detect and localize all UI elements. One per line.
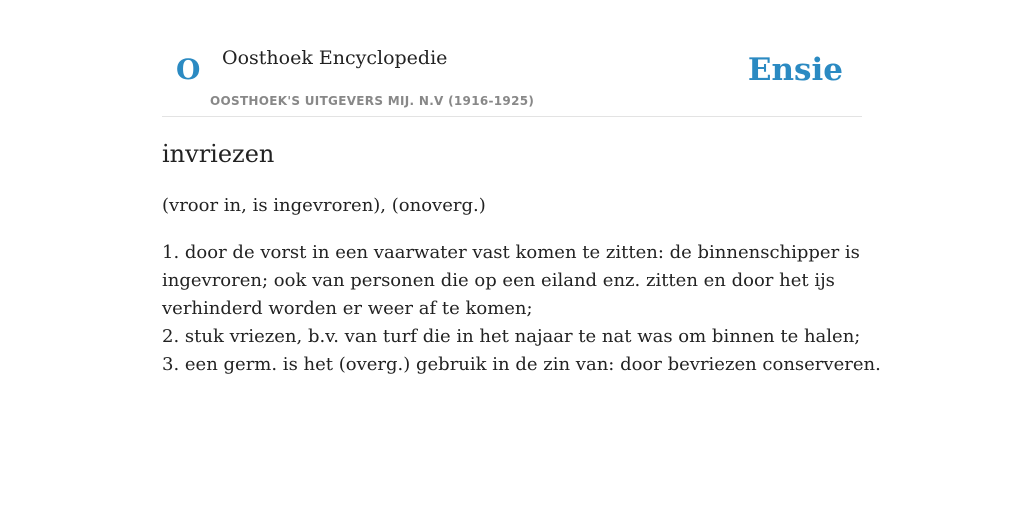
entry-grammar: (vroor in, is ingevroren), (onoverg.) xyxy=(162,195,486,216)
source-header xyxy=(162,0,862,117)
entry-definitions xyxy=(162,239,881,379)
definition-line: verhinderd worden er weer af te komen; xyxy=(162,298,533,319)
entry-headword: invriezen xyxy=(162,140,275,168)
definition-line: 1. door de vorst in een vaarwater vast komen te zitten: de binnenschipper is xyxy=(162,242,860,263)
source-title[interactable]: Oosthoek Encyclopedie xyxy=(222,47,448,69)
page xyxy=(162,0,881,512)
definition-line: 2. stuk vriezen, b.v. van turf die in het najaar te nat was om binnen te halen; xyxy=(162,326,861,347)
brand-logo-link[interactable]: Ensie xyxy=(747,52,843,88)
source-logo[interactable]: O xyxy=(176,53,201,86)
source-publisher: OOSTHOEK'S UITGEVERS MIJ. N.V (1916-1925) xyxy=(210,94,535,108)
definition-line: 3. een germ. is het (overg.) gebruik in de zin van: door bevriezen conserveren. xyxy=(162,354,881,375)
definition-line: ingevroren; ook van personen die op een eiland enz. zitten en door het ijs xyxy=(162,270,835,291)
